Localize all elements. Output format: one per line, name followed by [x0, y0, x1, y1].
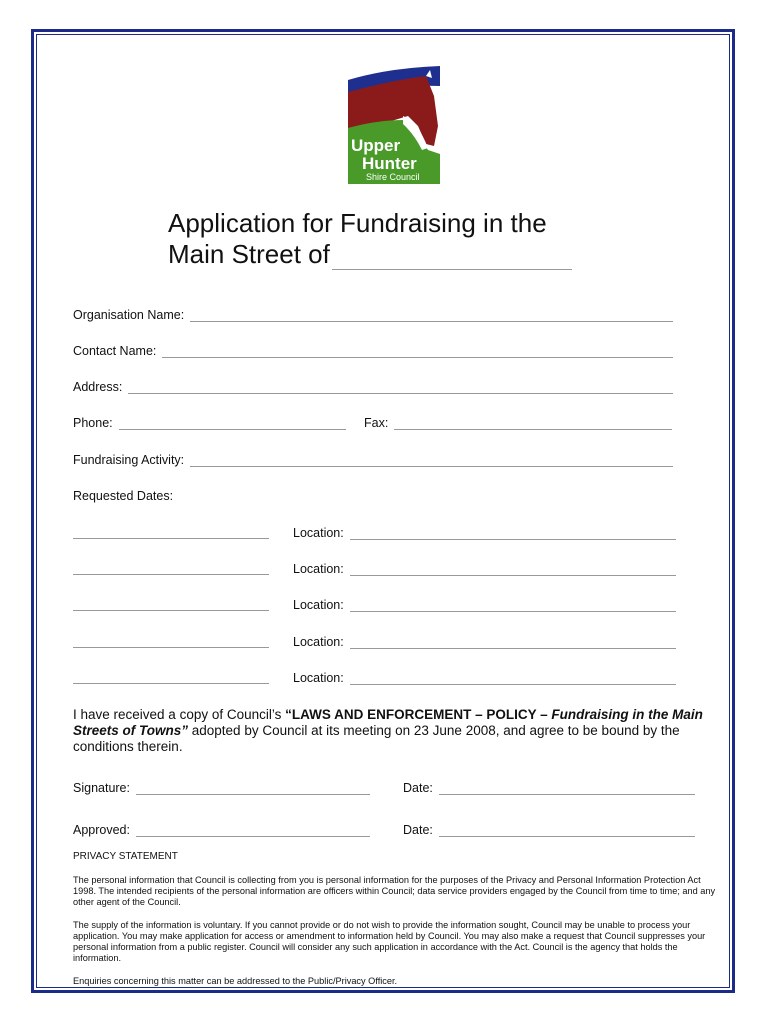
location-label: Location: [293, 598, 344, 612]
logo-text-hunter: Hunter [362, 154, 417, 173]
phone-label: Phone: [73, 416, 113, 430]
location-field[interactable] [350, 638, 676, 649]
activity-label: Fundraising Activity: [73, 453, 185, 467]
signature-date-field[interactable] [439, 784, 695, 795]
requested-dates-label: Requested Dates: [73, 489, 174, 503]
page-title [168, 208, 572, 270]
date-label: Date: [403, 781, 433, 795]
address-field[interactable] [128, 383, 673, 394]
location-label: Location: [293, 526, 344, 540]
title-line-1: Application for Fundraising in the [168, 208, 547, 238]
organisation-label: Organisation Name: [73, 308, 185, 322]
fax-field[interactable] [394, 419, 672, 430]
date-field[interactable] [73, 574, 269, 575]
privacy-heading: PRIVACY STATEMENT [73, 851, 178, 862]
privacy-paragraph-3: Enquiries concerning this matter can be addressed to the Public/Privacy Officer. [73, 976, 398, 986]
council-logo [348, 66, 440, 184]
approved-date-field[interactable] [439, 826, 695, 837]
location-label: Location: [293, 671, 344, 685]
statement-policy-title: Fundraising in the Main Streets of Towns” [73, 707, 703, 738]
location-label: Location: [293, 562, 344, 576]
statement-part-2: adopted by Council at its meeting on 23 June 2008, and agree to be bound by the conditions therein. [73, 723, 680, 754]
logo-text-upper: Upper [351, 136, 401, 155]
date-field[interactable] [73, 538, 269, 539]
date-field[interactable] [73, 610, 269, 611]
date-label: Date: [403, 823, 433, 837]
address-label: Address: [73, 380, 123, 394]
date-field[interactable] [73, 647, 269, 648]
town-name-field[interactable] [332, 245, 572, 270]
privacy-paragraph-2: The supply of the information is voluntary. If you cannot provide or do not wish to provide the information sought, Council may be unable to process your application. You may make application for access or amendment to information held by Council. You may also make a request that Council suppresses your personal information from a public register. Council will consider any such application in accordance with the Act. Council is the agency that holds the information. [73, 920, 706, 963]
fax-label: Fax: [364, 416, 389, 430]
contact-label: Contact Name: [73, 344, 157, 358]
organisation-field[interactable] [190, 311, 673, 322]
phone-field[interactable] [119, 419, 346, 430]
signature-field[interactable] [136, 784, 370, 795]
privacy-paragraph-1: The personal information that Council is collecting from you is personal information for the purposes of the Privacy and Personal Information Protection Act 1998. The intended recipients of the personal information are officers within Council; data service providers engaged by the Council from time to time; and any other agent of the Council. [73, 875, 716, 907]
signature-label: Signature: [73, 781, 130, 795]
approved-label: Approved: [73, 823, 130, 837]
title-line-2: Main Street of [168, 239, 330, 269]
date-field[interactable] [73, 683, 269, 684]
location-field[interactable] [350, 674, 676, 685]
approved-field[interactable] [136, 826, 370, 837]
contact-field[interactable] [162, 347, 673, 358]
location-field[interactable] [350, 601, 676, 612]
statement-part-1: I have received a copy of Council’s [73, 707, 286, 722]
location-label: Location: [293, 635, 344, 649]
policy-statement [73, 707, 703, 755]
activity-field[interactable] [190, 456, 673, 467]
location-field[interactable] [350, 565, 676, 576]
statement-policy-name: “LAWS AND ENFORCEMENT – POLICY – [285, 707, 552, 722]
location-field[interactable] [350, 529, 676, 540]
logo-text-shire: Shire Council [366, 172, 420, 182]
